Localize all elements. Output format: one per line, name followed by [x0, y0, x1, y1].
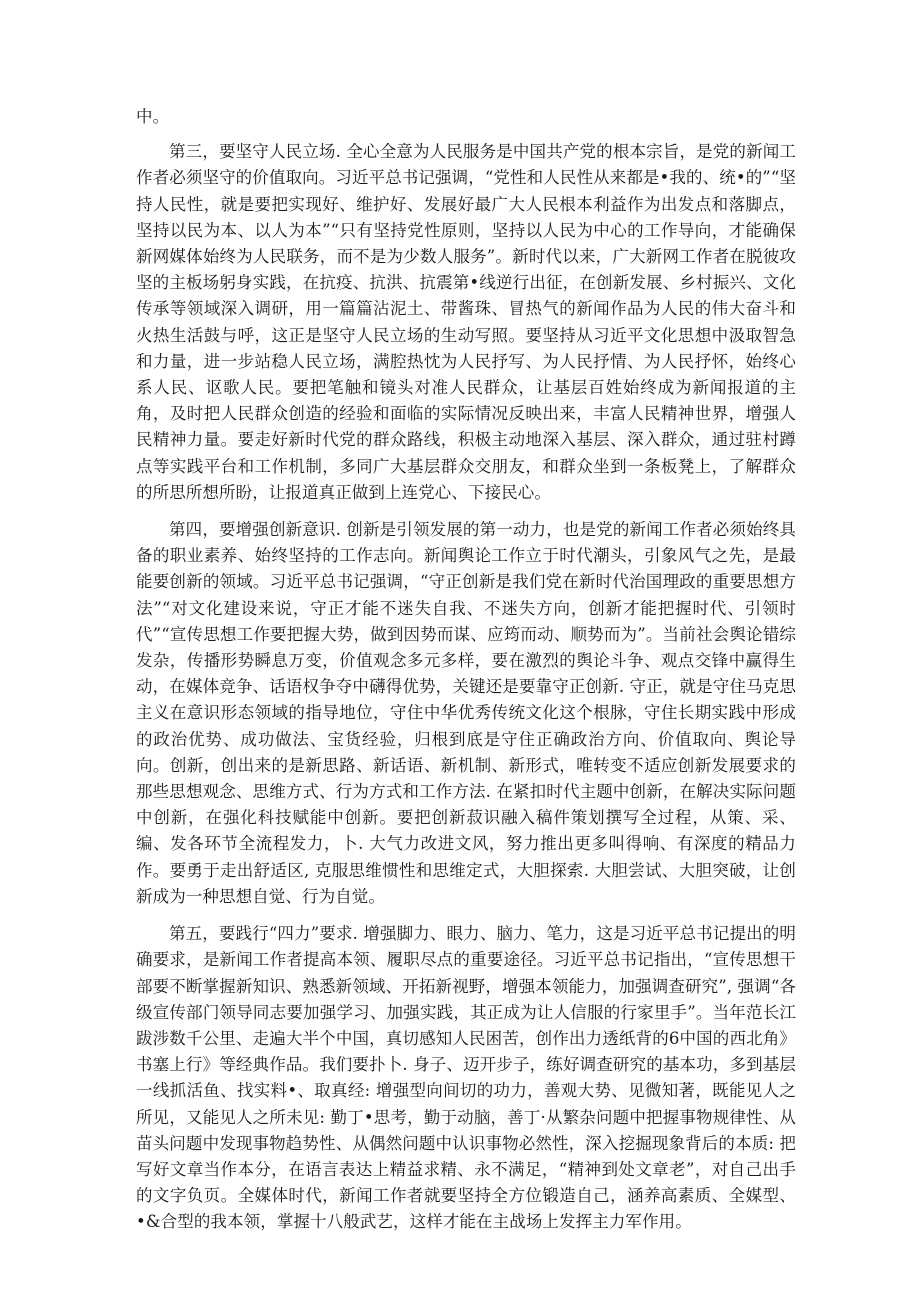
document-body: [136, 104, 796, 1247]
paragraph-fourth-innovation: 第四，要增强创新意识. 创新是引领发展的第一动力，也是党的新闻工作者必须始终具备的职业素养、始终坚持的工作志向。新闻舆论工作立于时代潮头，引象风气之先，是最能要创新的领域。习近平总书记强调，“守正创新是我们党在新时代治国理政的重要思想方法”“对文化建设来说，守正才能不迷失自我、不迷失方向，创新才能把握时代、引领时代”“宣传思想工作要把握大势，做到因势而谋、应筠而动、顺势而为”。当前社会舆论错综发杂，传播形势瞬息万变，价值观念多元多样，要在激烈的舆论斗争、观点交锋中赢得生动，在媒体竞争、话语权争夺中礴得优势，关键还是要靠守正创新. 守正，就是守住马克思主义在意识形态领域的指导地位，守住中华优秀传统文化这个根脉，守住长期实践中形成的政治优势、成功做法、宝货经验，归根到底是守住正确政治方向、价值取向、舆论导向。创新，创出来的是新思路、新话语、新机制、新形式，唯转变不适应创新发展要求的那些思想观念、思维方式、行为方式和工作方法. 在紧扣时代主题中创新，在解决实际问题中创新，在强化科技赋能中创新。要把创新菽识融入稿件策划撰写全过程，从策、采、编、发各环节全流程发力，卜. 大气力改进文风，努力推出更多叫得响、有深度的精品力作。要勇于走出舒适区, 克服思维惯性和思维定式，大胆探索. 大胆尝试、大胆突破，让创新成为一种思想自觉、行为自觉。: [136, 520, 796, 906]
paragraph-continuation: 中。: [136, 107, 170, 126]
paragraph-third-people-stance: 第三，要坚守人民立场. 全心全意为人民服务是中国共产党的根本宗旨，是党的新闻工作者必须坚守的价值取向。习近平总书记强调，“党性和人民性从来都是•我的、统•的”“坚持人民性，就是要把实现好、维护好、发展好最广大人民根本利益作为出发点和落脚点，坚持以民为本、以人为本”“只有坚持党性原则，坚持以人民为中心的工作导向，才能确保新网媒体始终为人民联务，而不是为少数人服务”。新时代以来，广大新网工作者在脱彼攻坚的主板场躬身实践，在抗疫、抗洪、抗震第•线逆行出征，在创新发展、乡村振兴、文化传承等领域深入调研，用一篇篇沾泥土、带酱珠、冒热气的新闻作品为人民的伟大奋斗和火热生活鼓与呼，这正是坚守人民立场的生动写照。要坚持从习近平文化思想中汲取智急和力量，进一步站稳人民立场，满腔热忱为人民抒写、为人民抒情、为人民抒怀，始终心系人民、讴歌人民。要把笔触和镜头对准人民群众，让基层百姓始终成为新闻报道的主角，及时把人民群众创造的经验和面临的实际情况反映出来，丰富人民精神世界，增强人民精神力量。要走好新时代党的群众路线，积极主动地深入基层、深入群众，通过驻村蹲点等实践平台和工作机制，多同广大基层群众交朋友，和群众坐到一条板凳上，了解群众的所思所想所盼，让报道真正做到上连党心、下接民心。: [136, 142, 796, 502]
paragraph-fifth-four-abilities: 第五，要践行“四力”要求. 增强脚力、眼力、脑力、笔力，这是习近平总书记提出的明确要求，是新闻工作者提高本领、履职尽点的重要途径。习近平总书记指出，“宣传思想干部要不断掌握新知识、熟悉新领域、开拓新视野，增强本领能力，加强调查研究”, 强调“各级宣传部门领导同志要加强学习、加强实践，其正成为让人信服的行家里手”。当年范长江跋涉数千公里、走遍大半个中国，真切感知人民困苦，创作出力透纸背的6中国的西北角》书塞上行》等经典作品。我们要扑卜. 身子、迈开步子，练好调查研究的基本功，多到基层一线抓活鱼、找实料•、取真经: 增强型向间切的功力，善观大势、见微知著，既能见人之所见，又能见人之所未见: 勤丁•思考，勤于动脑，善丁·从繁杂问题中把握事物规律性、从苗头问题中发现事物趋势性、从偶然问题中认识事物必然性，深入挖掘现象背后的本质: 把写好文章当作本分，在语言表达上精益求精、永不满足，“精神到处文章老”，对自己出手的文字负页。全媒体时代，新闻工作者就要坚持全方位锻造自己，涵养高素质、全媒型、•&合型的我本领，掌握十八般武艺，这样才能在主战场上发挥主力军作用。: [136, 924, 796, 1232]
